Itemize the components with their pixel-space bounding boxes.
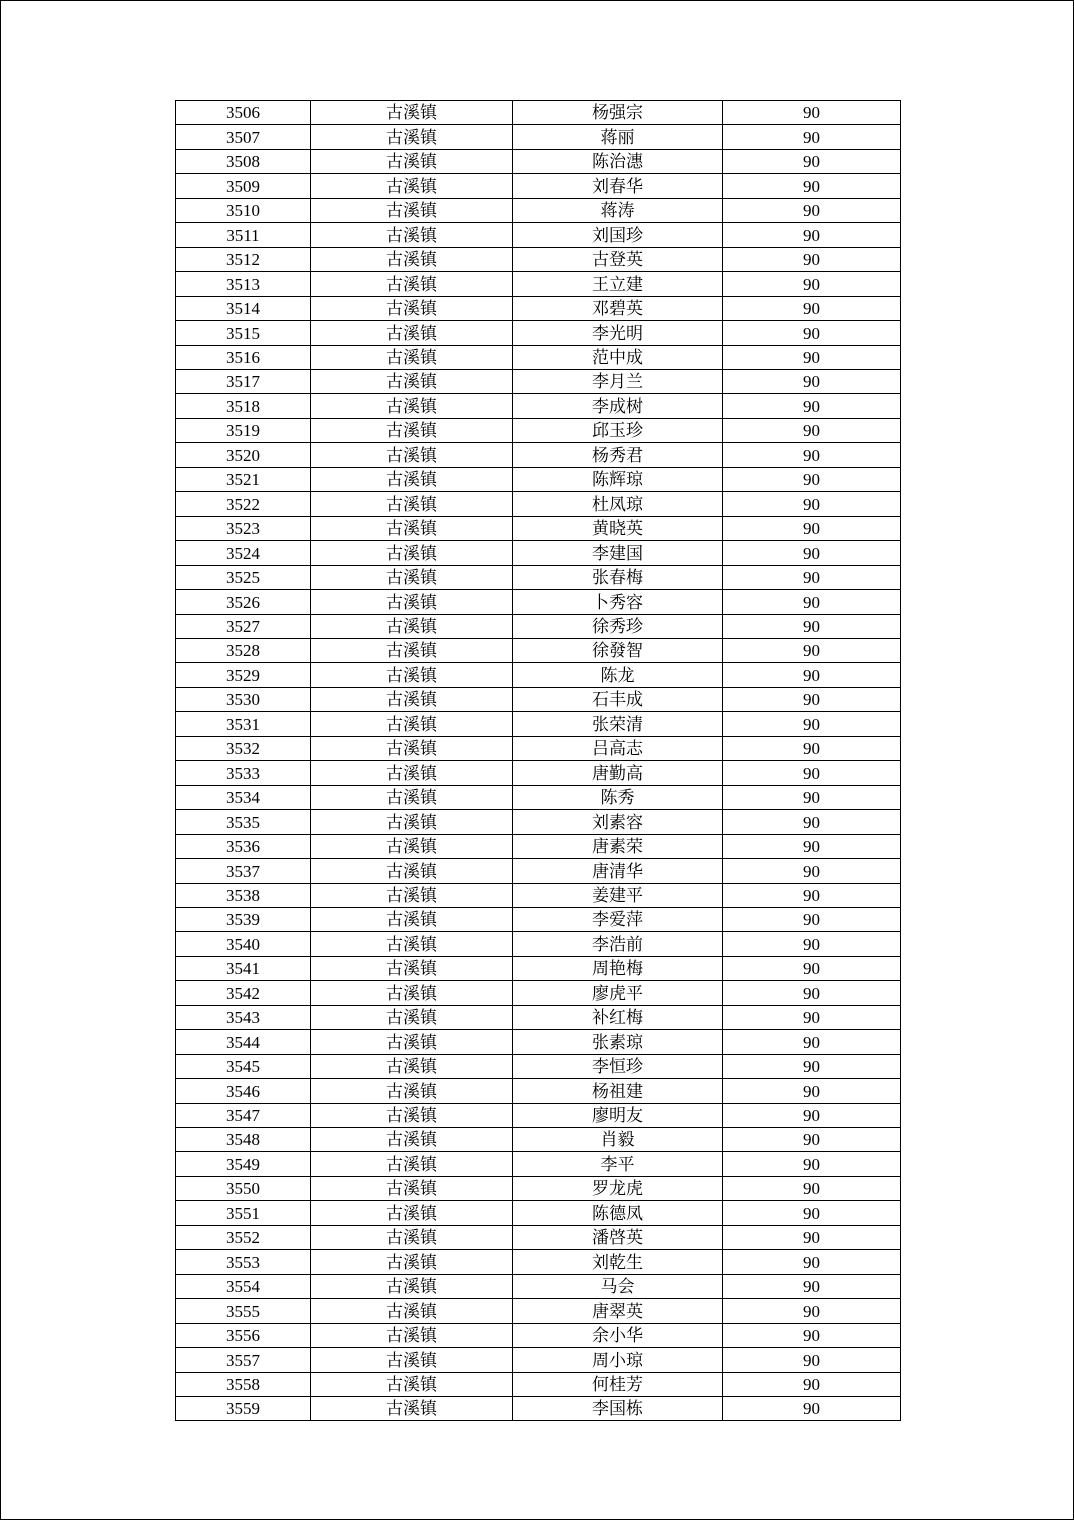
town-cell: 古溪镇 <box>311 101 513 125</box>
town-cell: 古溪镇 <box>311 736 513 760</box>
name-cell: 张荣清 <box>513 712 723 736</box>
table-row <box>176 1005 901 1029</box>
name-cell: 吕高志 <box>513 736 723 760</box>
town-cell: 古溪镇 <box>311 296 513 320</box>
score-cell: 90 <box>723 1348 901 1372</box>
name-cell: 陈德凤 <box>513 1201 723 1225</box>
name-cell: 唐素荣 <box>513 834 723 858</box>
serial-cell: 3528 <box>176 638 311 662</box>
name-cell: 李月兰 <box>513 369 723 393</box>
score-cell: 90 <box>723 369 901 393</box>
table-row <box>176 101 901 125</box>
name-cell: 张春梅 <box>513 565 723 589</box>
score-cell: 90 <box>723 1225 901 1249</box>
name-cell: 徐發智 <box>513 638 723 662</box>
name-cell: 李建国 <box>513 541 723 565</box>
score-cell: 90 <box>723 1054 901 1078</box>
town-cell: 古溪镇 <box>311 785 513 809</box>
town-cell: 古溪镇 <box>311 834 513 858</box>
town-cell: 古溪镇 <box>311 1250 513 1274</box>
serial-cell: 3534 <box>176 785 311 809</box>
town-cell: 古溪镇 <box>311 223 513 247</box>
name-cell: 王立建 <box>513 272 723 296</box>
table-row <box>176 614 901 638</box>
table-row <box>176 1128 901 1152</box>
name-cell: 罗龙虎 <box>513 1176 723 1200</box>
name-cell: 余小华 <box>513 1323 723 1347</box>
table-row <box>176 198 901 222</box>
table-row <box>176 345 901 369</box>
serial-cell: 3537 <box>176 859 311 883</box>
name-cell: 蒋丽 <box>513 125 723 149</box>
serial-cell: 3556 <box>176 1323 311 1347</box>
name-cell: 陈治潓 <box>513 149 723 173</box>
table-row <box>176 321 901 345</box>
serial-cell: 3547 <box>176 1103 311 1127</box>
serial-cell: 3521 <box>176 467 311 491</box>
score-cell: 90 <box>723 1201 901 1225</box>
serial-cell: 3507 <box>176 125 311 149</box>
table-row <box>176 149 901 173</box>
name-cell: 张素琼 <box>513 1030 723 1054</box>
table-row <box>176 1299 901 1323</box>
score-cell: 90 <box>723 590 901 614</box>
serial-cell: 3554 <box>176 1274 311 1298</box>
table-row <box>176 418 901 442</box>
name-cell: 姜建平 <box>513 883 723 907</box>
name-cell: 刘素容 <box>513 810 723 834</box>
score-cell: 90 <box>723 736 901 760</box>
score-cell: 90 <box>723 1005 901 1029</box>
table-row <box>176 223 901 247</box>
town-cell: 古溪镇 <box>311 907 513 931</box>
serial-cell: 3533 <box>176 761 311 785</box>
table-row <box>176 1225 901 1249</box>
serial-cell: 3535 <box>176 810 311 834</box>
name-cell: 徐秀珍 <box>513 614 723 638</box>
town-cell: 古溪镇 <box>311 932 513 956</box>
table-row <box>176 1176 901 1200</box>
town-cell: 古溪镇 <box>311 125 513 149</box>
town-cell: 古溪镇 <box>311 1054 513 1078</box>
serial-cell: 3512 <box>176 247 311 271</box>
score-cell: 90 <box>723 443 901 467</box>
score-cell: 90 <box>723 247 901 271</box>
town-cell: 古溪镇 <box>311 1372 513 1396</box>
score-cell: 90 <box>723 1128 901 1152</box>
town-cell: 古溪镇 <box>311 174 513 198</box>
name-cell: 刘乾生 <box>513 1250 723 1274</box>
town-cell: 古溪镇 <box>311 565 513 589</box>
table-row <box>176 590 901 614</box>
score-cell: 90 <box>723 1397 901 1421</box>
name-cell: 李国栋 <box>513 1397 723 1421</box>
serial-cell: 3545 <box>176 1054 311 1078</box>
name-cell: 刘国珍 <box>513 223 723 247</box>
town-cell: 古溪镇 <box>311 1030 513 1054</box>
score-cell: 90 <box>723 272 901 296</box>
serial-cell: 3539 <box>176 907 311 931</box>
name-cell: 陈龙 <box>513 663 723 687</box>
town-cell: 古溪镇 <box>311 247 513 271</box>
table-row <box>176 247 901 271</box>
table-row <box>176 369 901 393</box>
table-row <box>176 981 901 1005</box>
serial-cell: 3516 <box>176 345 311 369</box>
table-row <box>176 174 901 198</box>
town-cell: 古溪镇 <box>311 516 513 540</box>
town-cell: 古溪镇 <box>311 272 513 296</box>
table-row <box>176 443 901 467</box>
town-cell: 古溪镇 <box>311 761 513 785</box>
score-cell: 90 <box>723 663 901 687</box>
table-row <box>176 712 901 736</box>
table-row <box>176 1348 901 1372</box>
serial-cell: 3525 <box>176 565 311 589</box>
town-cell: 古溪镇 <box>311 1005 513 1029</box>
score-cell: 90 <box>723 1152 901 1176</box>
town-cell: 古溪镇 <box>311 981 513 1005</box>
score-cell: 90 <box>723 174 901 198</box>
score-cell: 90 <box>723 1250 901 1274</box>
score-cell: 90 <box>723 565 901 589</box>
table-row <box>176 810 901 834</box>
name-cell: 范中成 <box>513 345 723 369</box>
town-cell: 古溪镇 <box>311 345 513 369</box>
table-row <box>176 272 901 296</box>
town-cell: 古溪镇 <box>311 1397 513 1421</box>
town-cell: 古溪镇 <box>311 712 513 736</box>
serial-cell: 3555 <box>176 1299 311 1323</box>
table-row <box>176 1201 901 1225</box>
name-cell: 邱玉珍 <box>513 418 723 442</box>
score-cell: 90 <box>723 981 901 1005</box>
table-row <box>176 834 901 858</box>
town-cell: 古溪镇 <box>311 149 513 173</box>
score-cell: 90 <box>723 541 901 565</box>
town-cell: 古溪镇 <box>311 1103 513 1127</box>
table-row <box>176 492 901 516</box>
town-cell: 古溪镇 <box>311 687 513 711</box>
serial-cell: 3531 <box>176 712 311 736</box>
score-cell: 90 <box>723 1299 901 1323</box>
town-cell: 古溪镇 <box>311 1299 513 1323</box>
town-cell: 古溪镇 <box>311 1128 513 1152</box>
score-cell: 90 <box>723 296 901 320</box>
serial-cell: 3515 <box>176 321 311 345</box>
serial-cell: 3513 <box>176 272 311 296</box>
score-cell: 90 <box>723 883 901 907</box>
score-cell: 90 <box>723 1030 901 1054</box>
name-cell: 肖毅 <box>513 1128 723 1152</box>
serial-cell: 3532 <box>176 736 311 760</box>
name-cell: 何桂芳 <box>513 1372 723 1396</box>
name-cell: 潘啓英 <box>513 1225 723 1249</box>
table-row <box>176 1372 901 1396</box>
score-cell: 90 <box>723 516 901 540</box>
serial-cell: 3552 <box>176 1225 311 1249</box>
table-row <box>176 883 901 907</box>
table-row <box>176 516 901 540</box>
town-cell: 古溪镇 <box>311 321 513 345</box>
score-cell: 90 <box>723 394 901 418</box>
table-row <box>176 907 901 931</box>
table-row <box>176 736 901 760</box>
table-row <box>176 565 901 589</box>
table-row <box>176 1274 901 1298</box>
name-cell: 马会 <box>513 1274 723 1298</box>
name-cell: 古登英 <box>513 247 723 271</box>
serial-cell: 3509 <box>176 174 311 198</box>
town-cell: 古溪镇 <box>311 198 513 222</box>
score-cell: 90 <box>723 1274 901 1298</box>
table-row <box>176 1152 901 1176</box>
name-cell: 卜秀容 <box>513 590 723 614</box>
score-cell: 90 <box>723 198 901 222</box>
town-cell: 古溪镇 <box>311 1201 513 1225</box>
town-cell: 古溪镇 <box>311 883 513 907</box>
serial-cell: 3510 <box>176 198 311 222</box>
score-cell: 90 <box>723 956 901 980</box>
name-cell: 陈辉琼 <box>513 467 723 491</box>
score-cell: 90 <box>723 223 901 247</box>
town-cell: 古溪镇 <box>311 369 513 393</box>
name-cell: 蒋涛 <box>513 198 723 222</box>
name-cell: 刘春华 <box>513 174 723 198</box>
serial-cell: 3536 <box>176 834 311 858</box>
serial-cell: 3540 <box>176 932 311 956</box>
score-cell: 90 <box>723 418 901 442</box>
name-cell: 唐翠英 <box>513 1299 723 1323</box>
town-cell: 古溪镇 <box>311 590 513 614</box>
table-row <box>176 1030 901 1054</box>
name-cell: 廖明友 <box>513 1103 723 1127</box>
score-cell: 90 <box>723 614 901 638</box>
score-cell: 90 <box>723 810 901 834</box>
town-cell: 古溪镇 <box>311 1274 513 1298</box>
name-cell: 李成树 <box>513 394 723 418</box>
table-row <box>176 541 901 565</box>
table-row <box>176 785 901 809</box>
score-cell: 90 <box>723 638 901 662</box>
serial-cell: 3517 <box>176 369 311 393</box>
score-cell: 90 <box>723 834 901 858</box>
serial-cell: 3549 <box>176 1152 311 1176</box>
table-body <box>176 101 901 1421</box>
score-cell: 90 <box>723 1103 901 1127</box>
score-cell: 90 <box>723 125 901 149</box>
town-cell: 古溪镇 <box>311 492 513 516</box>
name-cell: 李爱萍 <box>513 907 723 931</box>
town-cell: 古溪镇 <box>311 859 513 883</box>
table-row <box>176 761 901 785</box>
name-cell: 陈秀 <box>513 785 723 809</box>
serial-cell: 3559 <box>176 1397 311 1421</box>
table-row <box>176 1250 901 1274</box>
score-cell: 90 <box>723 932 901 956</box>
name-cell: 李平 <box>513 1152 723 1176</box>
serial-cell: 3553 <box>176 1250 311 1274</box>
town-cell: 古溪镇 <box>311 541 513 565</box>
score-cell: 90 <box>723 1323 901 1347</box>
town-cell: 古溪镇 <box>311 467 513 491</box>
serial-cell: 3506 <box>176 101 311 125</box>
name-cell: 李恒珍 <box>513 1054 723 1078</box>
table-row <box>176 932 901 956</box>
table-row <box>176 125 901 149</box>
table-row <box>176 1079 901 1103</box>
table-row <box>176 638 901 662</box>
serial-cell: 3518 <box>176 394 311 418</box>
score-cell: 90 <box>723 149 901 173</box>
serial-cell: 3519 <box>176 418 311 442</box>
serial-cell: 3551 <box>176 1201 311 1225</box>
serial-cell: 3548 <box>176 1128 311 1152</box>
serial-cell: 3530 <box>176 687 311 711</box>
town-cell: 古溪镇 <box>311 394 513 418</box>
score-cell: 90 <box>723 1079 901 1103</box>
score-cell: 90 <box>723 321 901 345</box>
serial-cell: 3543 <box>176 1005 311 1029</box>
table-row <box>176 1323 901 1347</box>
score-cell: 90 <box>723 467 901 491</box>
name-cell: 唐清华 <box>513 859 723 883</box>
serial-cell: 3527 <box>176 614 311 638</box>
score-cell: 90 <box>723 687 901 711</box>
serial-cell: 3542 <box>176 981 311 1005</box>
serial-cell: 3508 <box>176 149 311 173</box>
serial-cell: 3522 <box>176 492 311 516</box>
score-cell: 90 <box>723 1372 901 1396</box>
score-cell: 90 <box>723 1176 901 1200</box>
score-cell: 90 <box>723 345 901 369</box>
name-cell: 李光明 <box>513 321 723 345</box>
town-cell: 古溪镇 <box>311 1348 513 1372</box>
table-row <box>176 296 901 320</box>
serial-cell: 3546 <box>176 1079 311 1103</box>
name-cell: 廖虎平 <box>513 981 723 1005</box>
town-cell: 古溪镇 <box>311 1176 513 1200</box>
serial-cell: 3520 <box>176 443 311 467</box>
name-cell: 周艳梅 <box>513 956 723 980</box>
table-row <box>176 1054 901 1078</box>
town-cell: 古溪镇 <box>311 638 513 662</box>
score-cell: 90 <box>723 492 901 516</box>
name-cell: 周小琼 <box>513 1348 723 1372</box>
score-cell: 90 <box>723 859 901 883</box>
serial-cell: 3529 <box>176 663 311 687</box>
serial-cell: 3538 <box>176 883 311 907</box>
name-cell: 唐勤高 <box>513 761 723 785</box>
serial-cell: 3550 <box>176 1176 311 1200</box>
serial-cell: 3526 <box>176 590 311 614</box>
score-cell: 90 <box>723 101 901 125</box>
table-row <box>176 687 901 711</box>
serial-cell: 3524 <box>176 541 311 565</box>
serial-cell: 3544 <box>176 1030 311 1054</box>
score-cell: 90 <box>723 907 901 931</box>
table-row <box>176 956 901 980</box>
name-cell: 黄晓英 <box>513 516 723 540</box>
score-cell: 90 <box>723 712 901 736</box>
table-row <box>176 663 901 687</box>
serial-cell: 3541 <box>176 956 311 980</box>
name-cell: 李浩前 <box>513 932 723 956</box>
name-cell: 杨秀君 <box>513 443 723 467</box>
table-row <box>176 1103 901 1127</box>
town-cell: 古溪镇 <box>311 810 513 834</box>
town-cell: 古溪镇 <box>311 1323 513 1347</box>
serial-cell: 3514 <box>176 296 311 320</box>
score-table <box>175 100 901 1421</box>
serial-cell: 3511 <box>176 223 311 247</box>
score-cell: 90 <box>723 761 901 785</box>
name-cell: 杜凤琼 <box>513 492 723 516</box>
table-row <box>176 859 901 883</box>
town-cell: 古溪镇 <box>311 663 513 687</box>
table-row <box>176 394 901 418</box>
name-cell: 杨祖建 <box>513 1079 723 1103</box>
serial-cell: 3558 <box>176 1372 311 1396</box>
town-cell: 古溪镇 <box>311 1225 513 1249</box>
table-row <box>176 1397 901 1421</box>
town-cell: 古溪镇 <box>311 1079 513 1103</box>
town-cell: 古溪镇 <box>311 418 513 442</box>
town-cell: 古溪镇 <box>311 1152 513 1176</box>
name-cell: 杨强宗 <box>513 101 723 125</box>
serial-cell: 3523 <box>176 516 311 540</box>
town-cell: 古溪镇 <box>311 614 513 638</box>
name-cell: 石丰成 <box>513 687 723 711</box>
table-row <box>176 467 901 491</box>
score-cell: 90 <box>723 785 901 809</box>
town-cell: 古溪镇 <box>311 956 513 980</box>
town-cell: 古溪镇 <box>311 443 513 467</box>
name-cell: 补红梅 <box>513 1005 723 1029</box>
serial-cell: 3557 <box>176 1348 311 1372</box>
name-cell: 邓碧英 <box>513 296 723 320</box>
